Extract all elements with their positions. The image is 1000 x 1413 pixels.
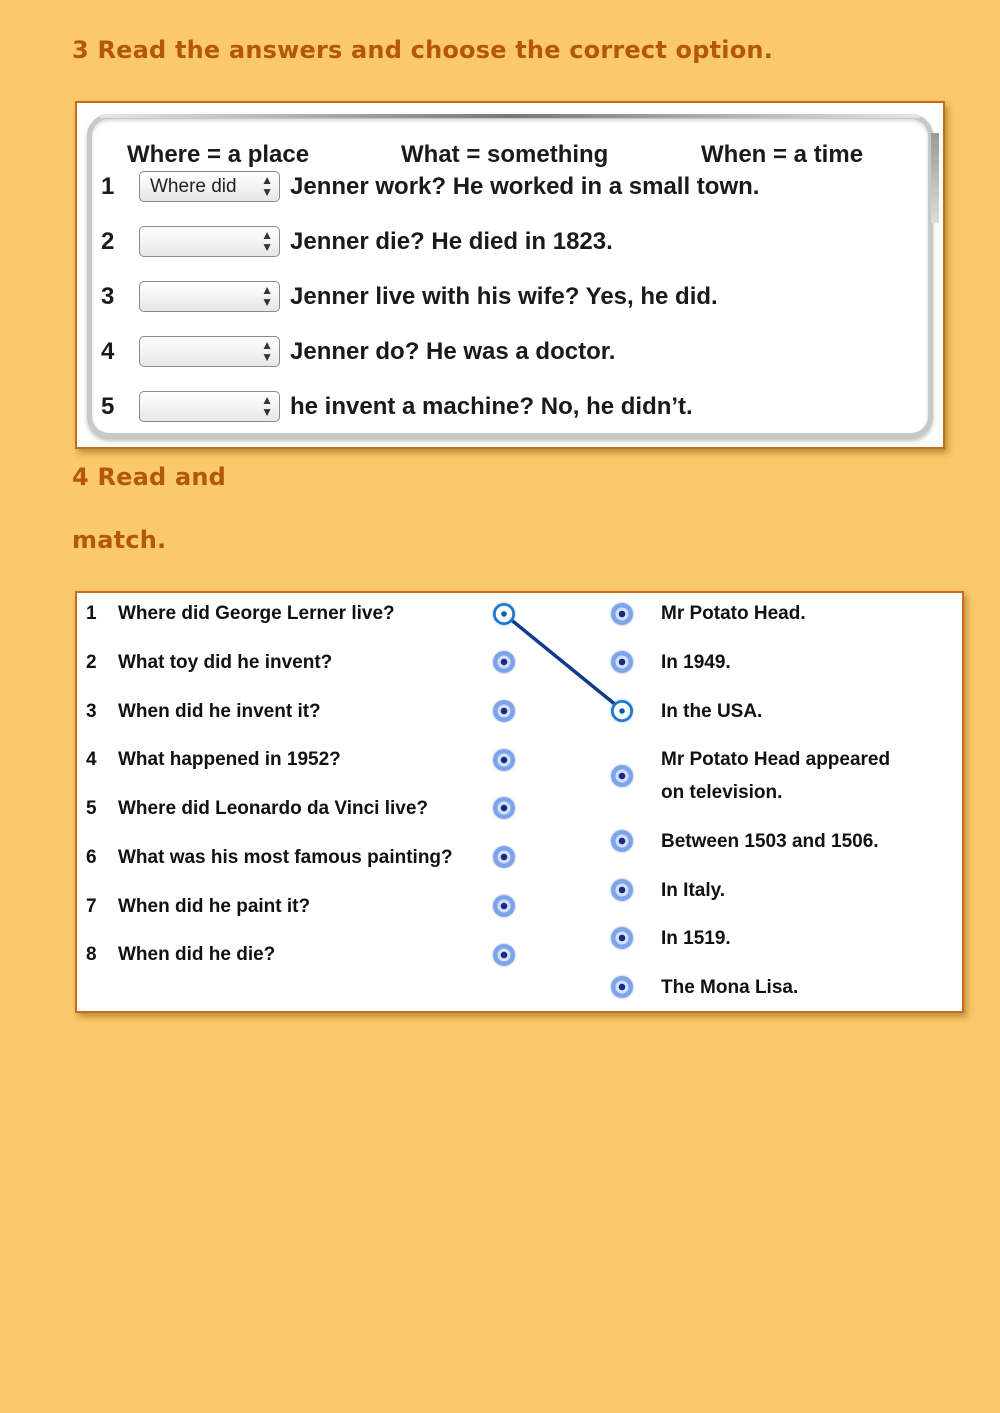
answer-text: In Italy.	[661, 880, 726, 901]
question-text: When did he invent it?	[118, 701, 321, 722]
rule-what: What = something	[401, 141, 609, 168]
question-number: 8	[86, 944, 97, 965]
question-number: 6	[86, 847, 97, 868]
exercise-3-row	[77, 173, 937, 209]
option-select[interactable]	[139, 391, 280, 422]
select-arrows-icon: ▲ ▼	[261, 338, 273, 364]
question-text: What was his most famous painting?	[118, 847, 453, 868]
row-number: 3	[101, 283, 115, 310]
answer-text: In 1949.	[661, 652, 731, 673]
exercise-4-heading-line1: 4 Read and	[72, 463, 227, 491]
answer-6-match-dot[interactable]	[611, 879, 633, 901]
option-select[interactable]	[139, 171, 280, 202]
exercise-3-row	[77, 283, 937, 319]
answer-text: In 1519.	[661, 928, 731, 949]
row-number: 5	[101, 393, 115, 420]
row-sentence: he invent a machine? No, he didn’t.	[290, 393, 693, 420]
question-number: 3	[86, 701, 97, 722]
question-number: 1	[86, 603, 97, 624]
answer-text-line2: on television.	[661, 782, 783, 803]
question-3-match-dot[interactable]	[493, 700, 515, 722]
option-select[interactable]	[139, 226, 280, 257]
exercise-3-panel	[75, 101, 945, 449]
answer-text: Mr Potato Head.	[661, 603, 806, 624]
question-2-match-dot[interactable]	[493, 651, 515, 673]
select-value: Where did	[150, 176, 237, 197]
answer-7-match-dot[interactable]	[611, 927, 633, 949]
answer-3-match-dot[interactable]	[611, 700, 633, 722]
option-select[interactable]	[139, 336, 280, 367]
answer-2-match-dot[interactable]	[611, 651, 633, 673]
exercise-4-panel	[75, 591, 964, 1013]
row-sentence: Jenner work? He worked in a small town.	[290, 173, 760, 200]
select-arrows-icon: ▲ ▼	[261, 173, 273, 199]
select-arrows-icon: ▲ ▼	[261, 393, 273, 419]
question-number: 4	[86, 749, 97, 770]
question-5-match-dot[interactable]	[493, 797, 515, 819]
select-arrows-icon: ▲ ▼	[261, 228, 273, 254]
select-arrows-icon: ▲ ▼	[261, 283, 273, 309]
question-text: When did he die?	[118, 944, 276, 965]
row-sentence: Jenner die? He died in 1823.	[290, 228, 613, 255]
answer-text: In the USA.	[661, 701, 763, 722]
row-number: 2	[101, 228, 115, 255]
exercise-4-heading-line2: match.	[72, 526, 167, 554]
answer-4-match-dot[interactable]	[611, 765, 633, 787]
row-number: 4	[101, 338, 115, 365]
row-number: 1	[101, 173, 115, 200]
answer-5-match-dot[interactable]	[611, 830, 633, 852]
question-text: Where did Leonardo da Vinci live?	[118, 798, 429, 819]
exercise-3-row	[77, 338, 937, 374]
question-text: Where did George Lerner live?	[118, 603, 395, 624]
answer-8-match-dot[interactable]	[611, 976, 633, 998]
exercise-3-row	[77, 228, 937, 264]
question-number: 7	[86, 896, 97, 917]
option-select[interactable]	[139, 281, 280, 312]
question-number: 2	[86, 652, 97, 673]
row-sentence: Jenner live with his wife? Yes, he did.	[290, 283, 718, 310]
question-text: When did he paint it?	[118, 896, 311, 917]
rule-where: Where = a place	[127, 141, 310, 168]
question-number: 5	[86, 798, 97, 819]
question-text: What happened in 1952?	[118, 749, 341, 770]
question-8-match-dot[interactable]	[493, 944, 515, 966]
question-text: What toy did he invent?	[118, 652, 333, 673]
answer-text: The Mona Lisa.	[661, 977, 799, 998]
answer-text: Mr Potato Head appeared	[661, 749, 891, 770]
question-6-match-dot[interactable]	[493, 846, 515, 868]
question-7-match-dot[interactable]	[493, 895, 515, 917]
exercise-3-row	[77, 393, 937, 429]
row-sentence: Jenner do? He was a doctor.	[290, 338, 616, 365]
rule-when: When = a time	[701, 141, 864, 168]
exercise-3-heading: 3 Read the answers and choose the correct option.	[72, 36, 774, 64]
answer-1-match-dot[interactable]	[611, 603, 633, 625]
question-1-match-dot[interactable]	[493, 603, 515, 625]
answer-text: Between 1503 and 1506.	[661, 831, 879, 852]
question-4-match-dot[interactable]	[493, 749, 515, 771]
connection-line	[504, 614, 622, 710]
